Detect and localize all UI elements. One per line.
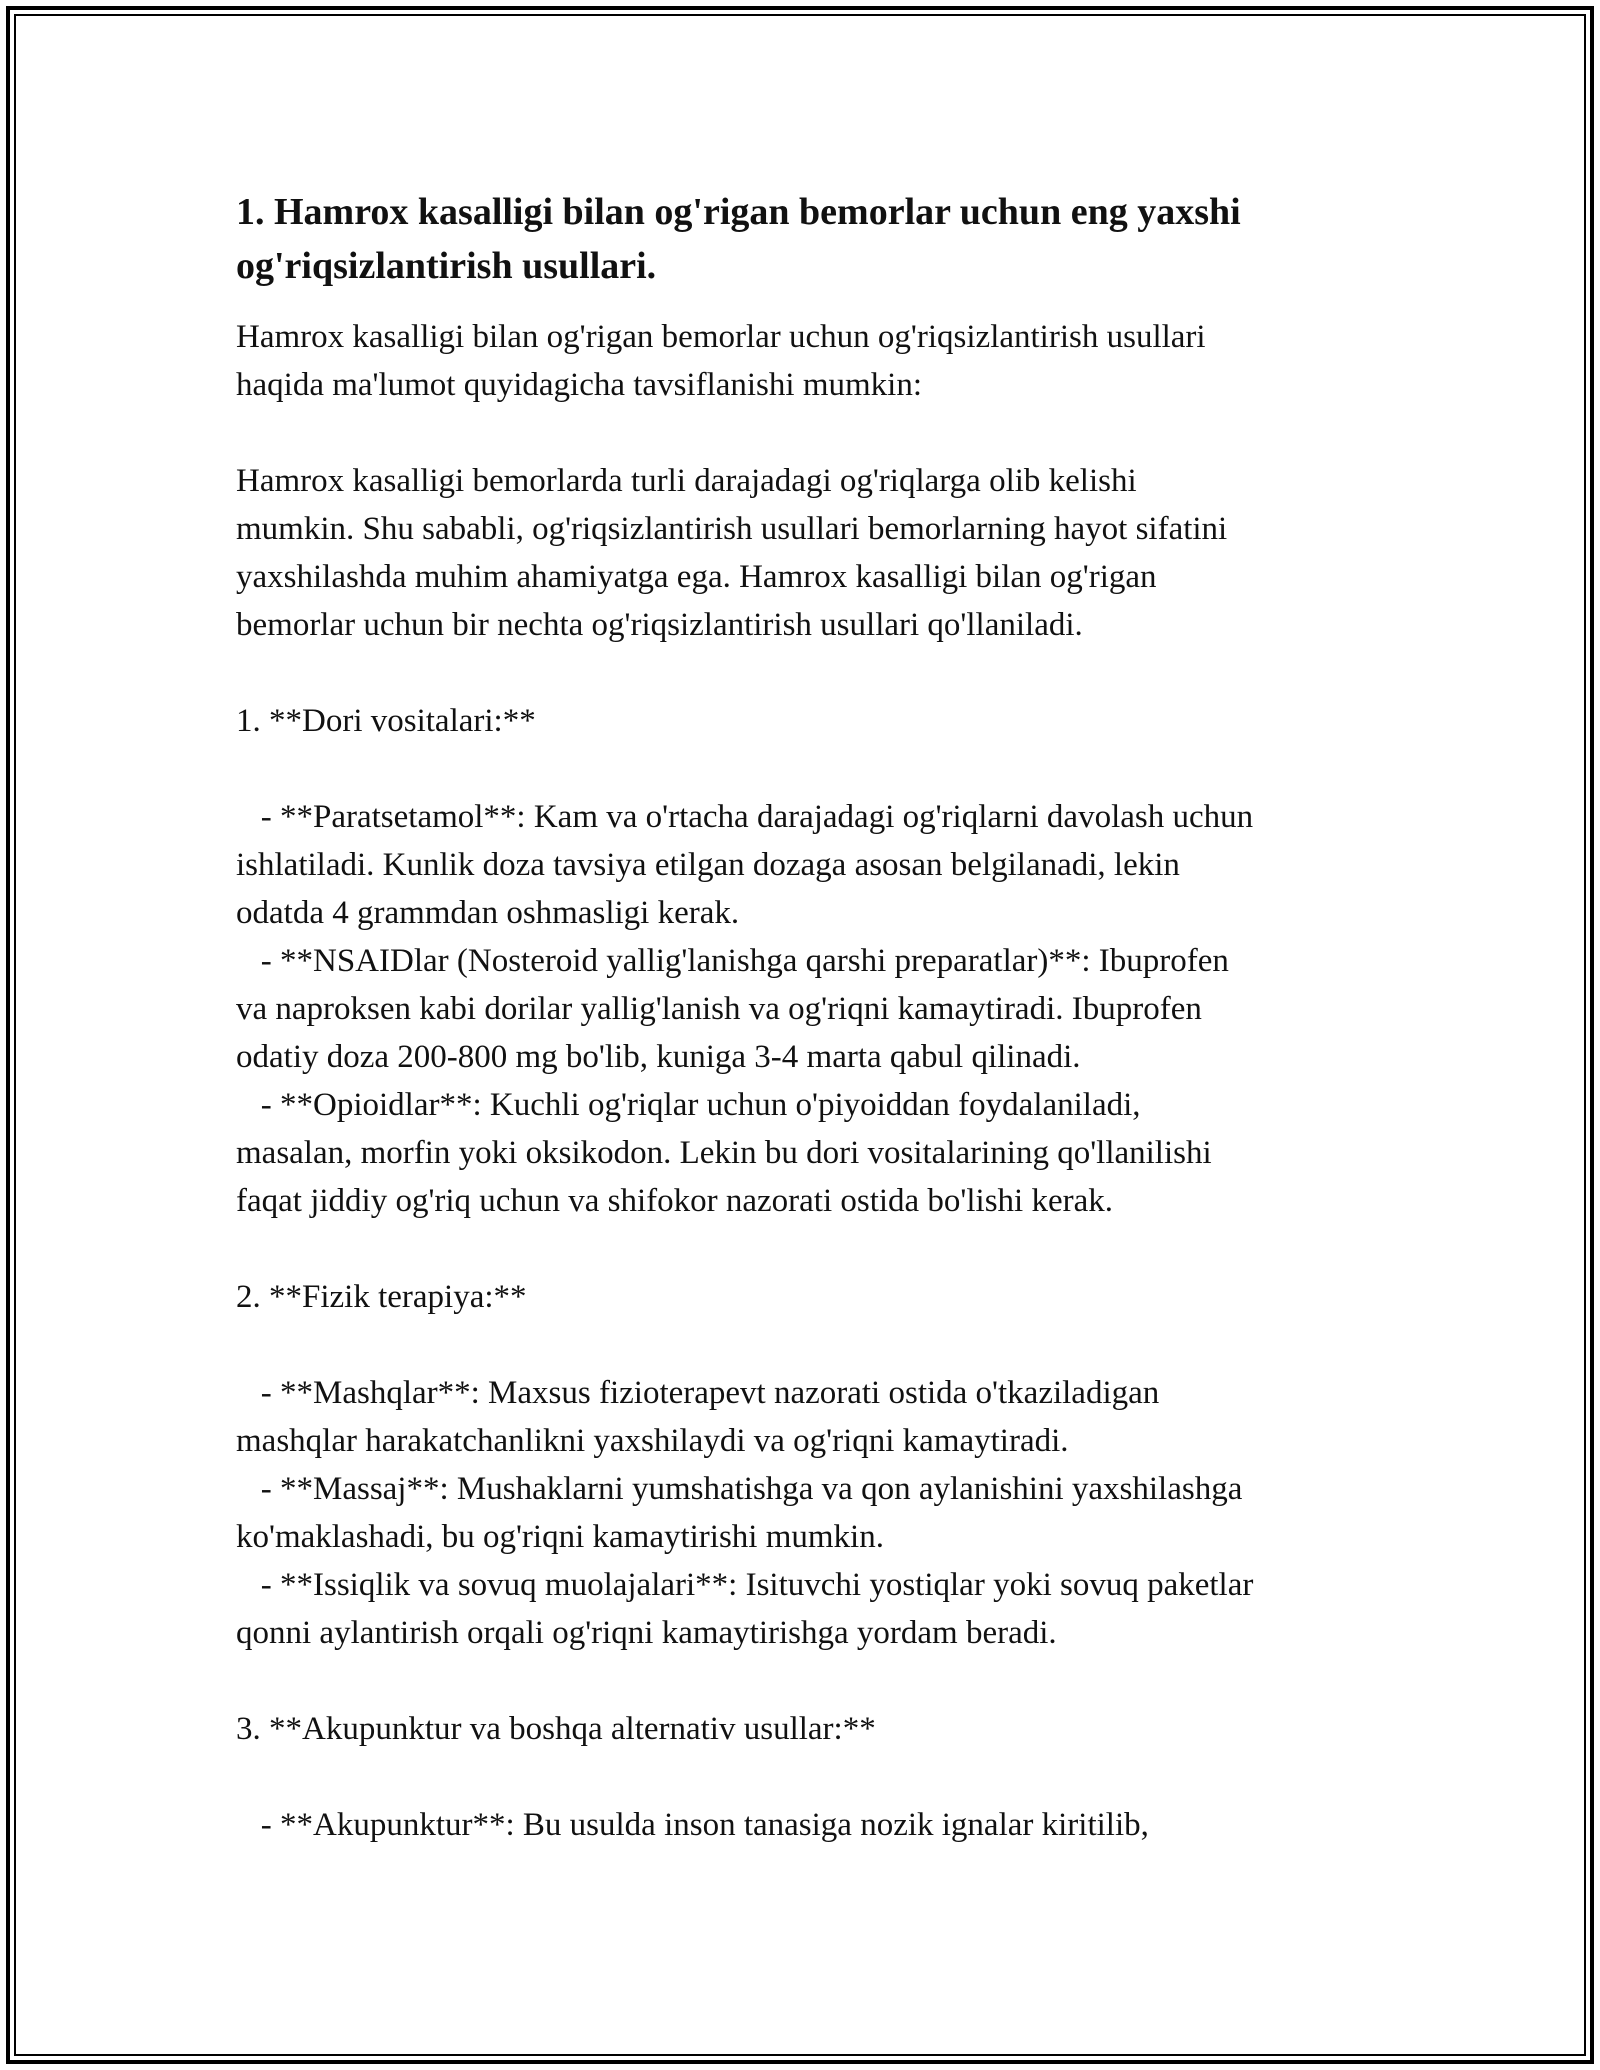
body-line: odatda 4 grammdan oshmasligi kerak. — [236, 895, 740, 931]
body-line: 1. **Dori vositalari:** — [236, 703, 536, 739]
body-line: yaxshilashda muhim ahamiyatga ega. Hamrox kasalligi bilan og'rigan — [236, 559, 1157, 595]
body-line: bemorlar uchun bir nechta og'riqsizlantirish usullari qo'llaniladi. — [236, 607, 1083, 643]
body-line: haqida ma'lumot quyidagicha tavsiflanishi mumkin: — [236, 367, 922, 403]
body-line: va naproksen kabi dorilar yallig'lanish va og'riqni kamaytiradi. Ibuprofen — [236, 991, 1202, 1027]
title-line: 1. Hamrox kasalligi bilan og'rigan bemorlar uchun eng yaxshi — [236, 191, 1241, 233]
body-line: mashqlar harakatchanlikni yaxshilaydi va og'riqni kamaytiradi. — [236, 1423, 1069, 1459]
body-line: ko'maklashadi, bu og'riqni kamaytirishi mumkin. — [236, 1519, 884, 1555]
body-line: 2. **Fizik terapiya:** — [236, 1279, 527, 1315]
body-line: faqat jiddiy og'riq uchun va shifokor nazorati ostida bo'lishi kerak. — [236, 1183, 1114, 1219]
body-line — [236, 649, 1376, 697]
document-body — [236, 313, 1376, 1849]
document-title — [236, 185, 1376, 293]
body-line: Hamrox kasalligi bemorlarda turli darajadagi og'riqlarga olib kelishi — [236, 463, 1137, 499]
body-line — [236, 745, 1376, 793]
body-line: - **Mashqlar**: Maxsus fizioterapevt nazorati ostida o'tkaziladigan — [236, 1375, 1160, 1411]
body-line: ishlatiladi. Kunlik doza tavsiya etilgan dozaga asosan belgilanadi, lekin — [236, 847, 1180, 883]
title-line: og'riqsizlantirish usullari. — [236, 245, 657, 287]
body-line: mumkin. Shu sababli, og'riqsizlantirish usullari bemorlarning hayot sifatini — [236, 511, 1228, 547]
body-line: - **NSAIDlar (Nosteroid yallig'lanishga qarshi preparatlar)**: Ibuprofen — [236, 943, 1229, 979]
body-line: masalan, morfin yoki oksikodon. Lekin bu dori vositalarining qo'llanilishi — [236, 1135, 1212, 1171]
body-line — [236, 409, 1376, 457]
document-page — [236, 185, 1376, 1849]
body-line — [236, 1753, 1376, 1801]
body-line — [236, 1225, 1376, 1273]
body-line: odatiy doza 200-800 mg bo'lib, kuniga 3-4 marta qabul qilinadi. — [236, 1039, 1081, 1075]
body-line — [236, 1321, 1376, 1369]
body-line: - **Massaj**: Mushaklarni yumshatishga va qon aylanishini yaxshilashga — [236, 1471, 1243, 1507]
body-line: qonni aylantirish orqali og'riqni kamaytirishga yordam beradi. — [236, 1615, 1057, 1651]
body-line: Hamrox kasalligi bilan og'rigan bemorlar uchun og'riqsizlantirish usullari — [236, 319, 1206, 355]
body-line — [236, 1657, 1376, 1705]
body-line: 3. **Akupunktur va boshqa alternativ usullar:** — [236, 1711, 876, 1747]
body-line: - **Opioidlar**: Kuchli og'riqlar uchun o'piyoiddan foydalaniladi, — [236, 1087, 1141, 1123]
body-line: - **Issiqlik va sovuq muolajalari**: Isituvchi yostiqlar yoki sovuq paketlar — [236, 1567, 1254, 1603]
body-line: - **Akupunktur**: Bu usulda inson tanasiga nozik ignalar kiritilib, — [236, 1807, 1149, 1843]
body-line: - **Paratsetamol**: Kam va o'rtacha darajadagi og'riqlarni davolash uchun — [236, 799, 1254, 835]
